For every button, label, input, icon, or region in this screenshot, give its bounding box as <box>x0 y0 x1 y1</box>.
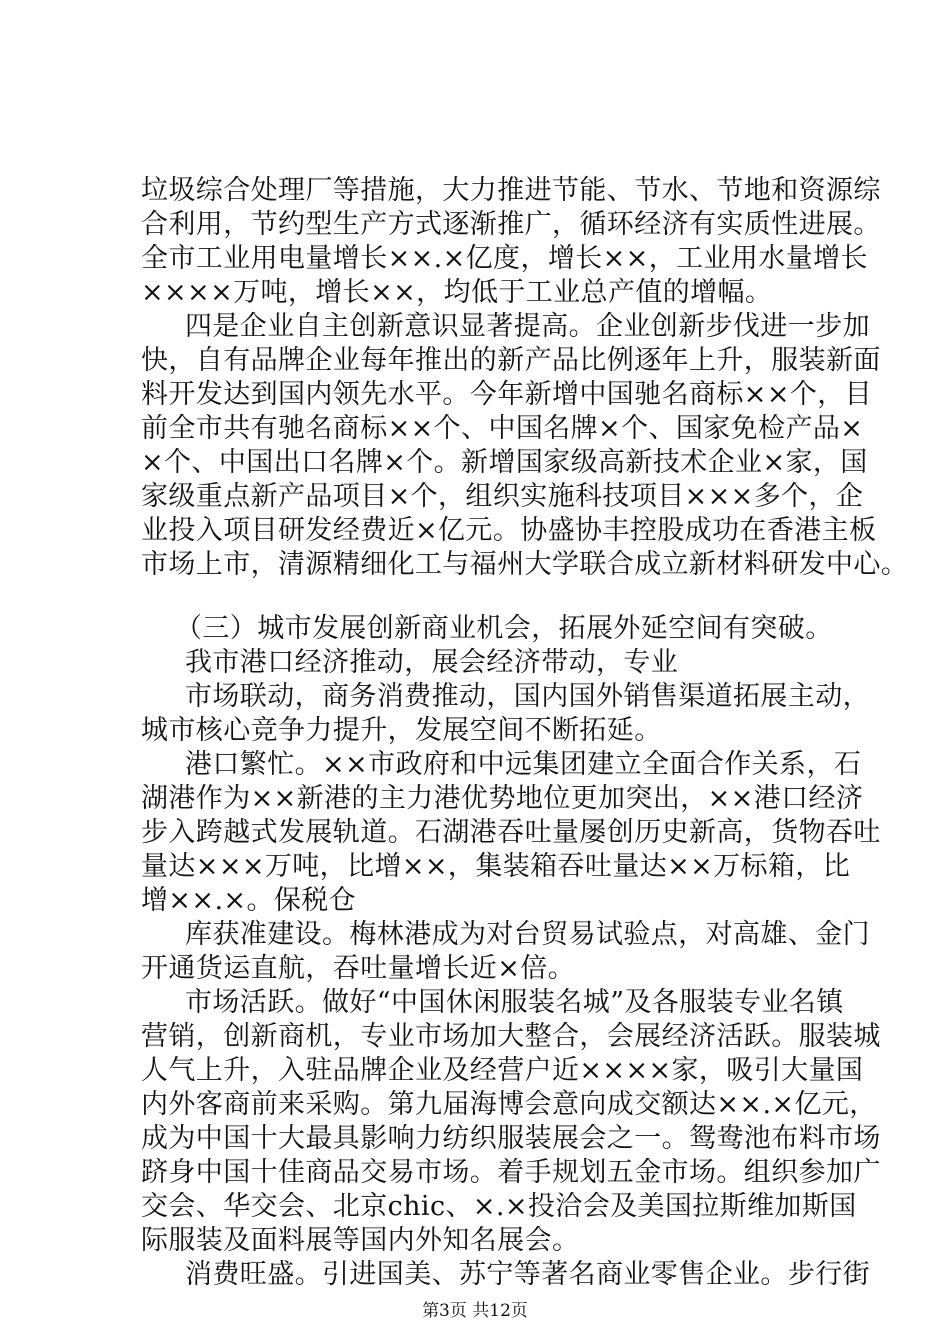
text-line: 业投入项目研发经费近×亿元。协盛协丰控股成功在香港主板 <box>141 515 877 546</box>
text-line: 交会、华交会、北京chic、×.×投洽会及美国拉斯维加斯国 <box>141 1191 857 1222</box>
text-line: 际服装及面料展等国内外知名展会。 <box>141 1225 580 1256</box>
text-line: 合利用，节约型生产方式逐渐推广，循环经济有实质性进展。 <box>141 209 881 240</box>
text-line: 市场联动，商务消费推动，国内国外销售渠道拓展主动， <box>185 681 870 712</box>
text-line: 开通货运直航，吞吐量增长近×倍。 <box>141 953 576 984</box>
text-line: 市场上市，清源精细化工与福州大学联合成立新材料研发中心。 <box>141 549 909 580</box>
text-line: 市场活跃。做好“中国休闲服装名城”及各服装专业名镇 <box>185 987 844 1018</box>
text-line: 步入跨越式发展轨道。石湖港吞吐量屡创历史新高，货物吞吐 <box>141 817 881 848</box>
text-line: 增××.×。保税仓 <box>141 885 357 916</box>
text-line: 营销，创新商机，专业市场加大整合，会展经济活跃。服装城 <box>141 1021 881 1052</box>
text-line: 量达×××万吨，比增××，集装箱吞吐量达××万标箱，比 <box>141 851 851 882</box>
text-line: ××××万吨，增长××，均低于工业总产值的增幅。 <box>141 277 773 308</box>
text-line: 湖港作为××新港的主力港优势地位更加突出，××港口经济 <box>141 783 864 814</box>
section-heading: （三）城市发展创新商业机会，拓展外延空间有突破。 <box>175 613 833 644</box>
text-line: 成为中国十大最具影响力纺织服装展会之一。鸳鸯池布料市场 <box>141 1123 881 1154</box>
text-line: 我市港口经济推动，展会经济带动，专业 <box>185 647 679 678</box>
text-line: 库获准建设。梅林港成为对台贸易试验点，对高雄、金门 <box>185 919 870 950</box>
text-line: 料开发达到国内领先水平。今年新增中国驰名商标××个，目 <box>141 379 873 410</box>
text-line: 快，自有品牌企业每年推出的新产品比例逐年上升，服装新面 <box>141 345 881 376</box>
text-line: 四是企业自主创新意识显著提高。企业创新步伐进一步加 <box>185 311 870 342</box>
text-line: 家级重点新产品项目×个，组织实施科技项目×××多个，企 <box>141 481 864 512</box>
text-line: ×个、中国出口名牌×个。新增国家级高新技术企业×家，国 <box>141 447 868 478</box>
text-line: 跻身中国十佳商品交易市场。着手规划五金市场。组织参加广 <box>141 1157 881 1188</box>
text-line: 人气上升，入驻品牌企业及经营户近××××家，吸引大量国 <box>141 1055 864 1086</box>
text-line: 前全市共有驰名商标××个、中国名牌×个、国家免检产品× <box>141 413 864 444</box>
text-line: 垃圾综合处理厂等措施，大力推进节能、节水、节地和资源综 <box>141 175 881 206</box>
text-line: 城市核心竞争力提升，发展空间不断拓延。 <box>141 715 662 746</box>
page-footer: 第3页 共12页 <box>422 1301 528 1321</box>
text-line: 港口繁忙。××市政府和中远集团建立全面合作关系，石 <box>185 749 862 780</box>
text-line: 全市工业用电量增长××.×亿度，增长××，工业用水量增长 <box>141 243 868 274</box>
text-line: 内外客商前来采购。第九届海博会意向成交额达××.×亿元， <box>141 1089 877 1120</box>
text-line: 消费旺盛。引进国美、苏宁等著名商业零售企业。步行街 <box>185 1259 870 1290</box>
